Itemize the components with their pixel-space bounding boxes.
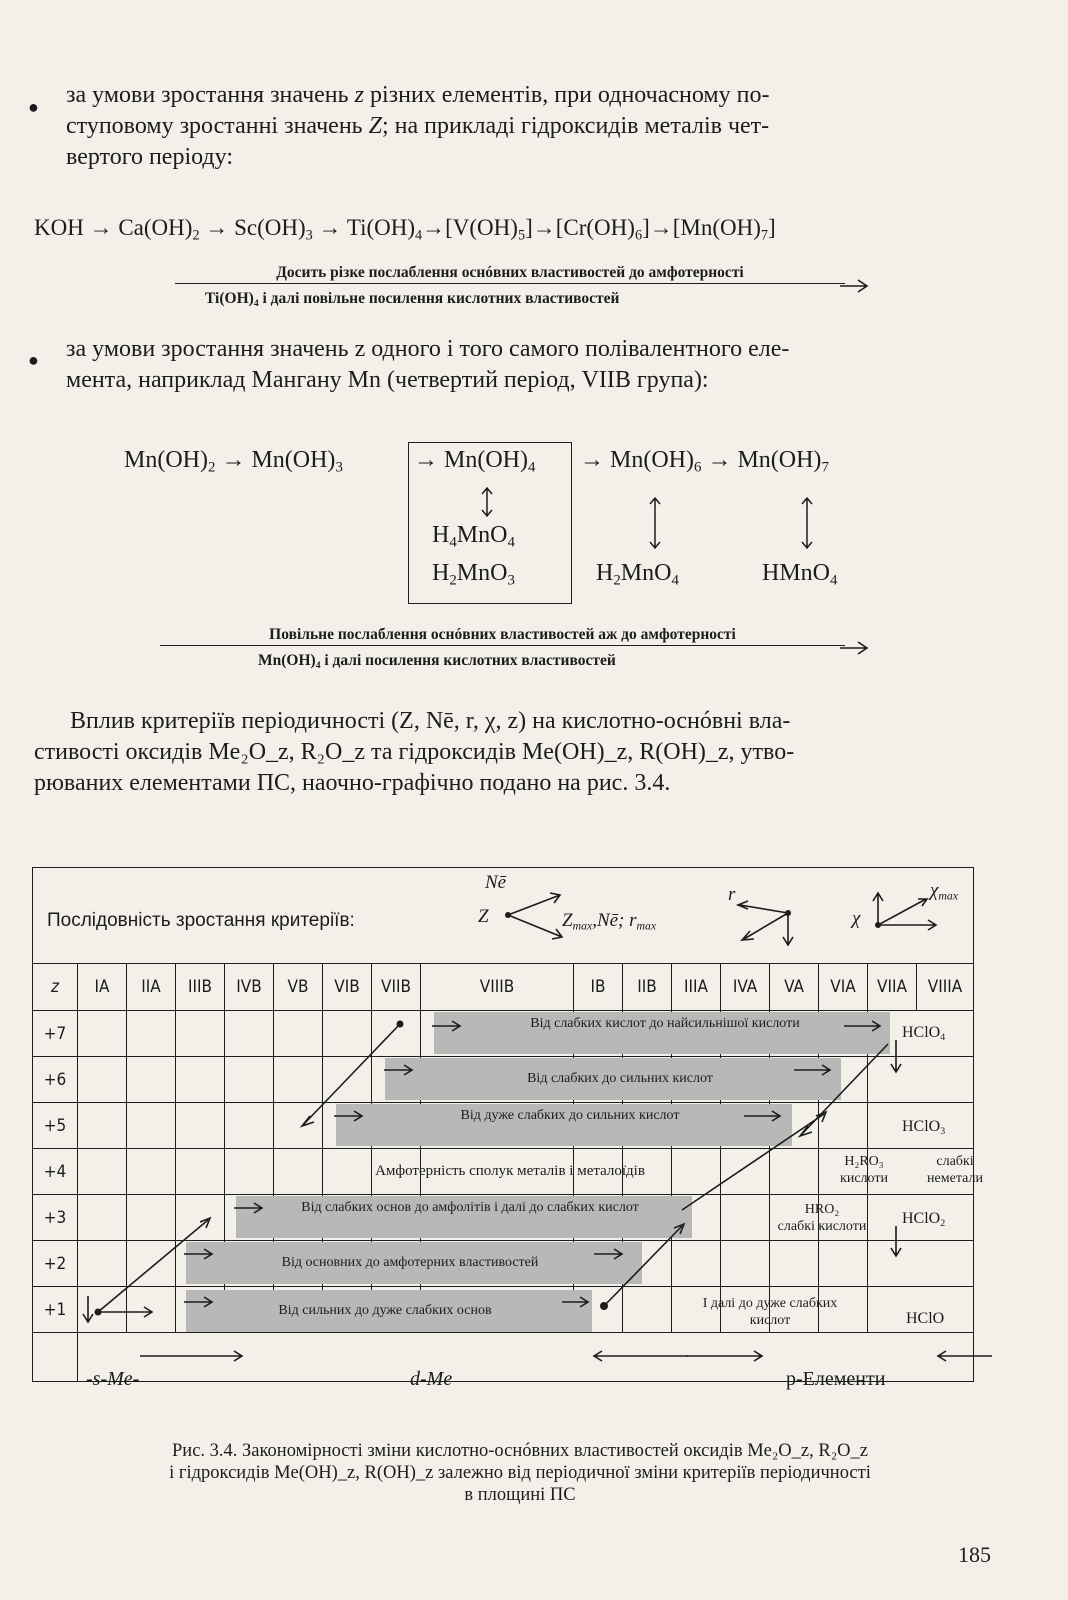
- band-row6-label: Від слабких до сильних кислот: [527, 1071, 713, 1086]
- paragraph-influence: Вплив критеріїв періодичності (Z, Nē, r, χ, z) на кислотно-оснóвні вла- стивості оксидів Me₂O_z, R₂O_z та гідроксидів Me(OH)_z, R(OH)_z, утво- рюваних елементами ПС, наочно-графічно подано на рис. 3.4.: [34, 708, 795, 796]
- mn4: → $Mn(OH)_4$: [414, 447, 536, 476]
- bullet-dot: ●: [28, 350, 39, 370]
- figure-table: Послідовність зростання критеріїв: z IA IIA IIIB IVB VB VIB VIIB VIIIB IB IIB IIIA IVA VA VIA VIIA VIIIA +7 +6 +5 +4 +3 +2 +1: [32, 867, 974, 1382]
- criteria-zmax: $Z_{max},Nē$; $r_{max}$: [562, 910, 657, 933]
- band-row7-label: Від слабких кислот до найсильнішої кислоти: [530, 1016, 800, 1031]
- weak-nonmetals-label: слабкі неметали: [927, 1154, 983, 1186]
- band-row4-label: Амфотерність сполук металів і металоїдів: [375, 1163, 645, 1179]
- page-number: 185: [958, 1542, 991, 1567]
- s-me-label: -s-Me-: [86, 1368, 140, 1390]
- figure-caption: Рис. 3.4. Закономірності зміни кислотно-оснóвних властивостей оксидів Me₂O_z, R₂O_z і гідроксидів Me(OH)_z, R(OH)_z залежно від періодичної зміни критеріїв періодичності в площині ПС: [169, 1441, 871, 1505]
- criteria-chimax: $\chi_{max}$: [930, 880, 958, 903]
- further-label: І далі до дуже слабких кислот: [702, 1296, 838, 1328]
- bullet-text-1: за умови зростання значень z різних елементів, при одночасному по- ступовому зростанні значень Z; на прикладі гідроксидів металів чет- вертого періоду:: [66, 82, 770, 170]
- hclo3-label: HClO$_3$: [902, 1118, 946, 1137]
- band-row2-label: Від основних до амфотерних властивостей: [281, 1255, 539, 1270]
- criteria-r: r: [728, 884, 736, 905]
- double-arrow-icon: [648, 496, 662, 550]
- trend-arrows: [32, 1000, 1002, 1380]
- hro2-label: HRO₂ слабкі кислоти: [777, 1202, 867, 1234]
- hclo4-label: HClO$_4$: [902, 1024, 946, 1043]
- hclo-label: HClO: [906, 1310, 945, 1327]
- double-arrow-icon: [800, 496, 814, 550]
- equation1-arrow: [840, 279, 870, 293]
- bullet-dot: ●: [28, 97, 39, 117]
- band-row5-label: Від дуже слабких до сильних кислот: [460, 1108, 680, 1123]
- h4mno4: $H_4MnO_4$: [432, 522, 515, 551]
- figure-header: Послідовність зростання критеріїв:: [33, 868, 974, 964]
- bullet-text-2: за умови зростання значень z одного і того самого полівалентного еле- мента, наприклад Мангану Mn (четвертий період, VIIB група):: [66, 336, 790, 393]
- d-me-label: d-Me: [410, 1368, 453, 1390]
- hmno4: HMnO$_4$: [762, 560, 838, 589]
- mn-row: $Mn(OH)_2 \to Mn(OH)_3$: [124, 447, 343, 476]
- criteria-chi: χ: [852, 908, 861, 929]
- equation-hydroxides: KOH → $Ca(OH)_2 \to Sc(OH)_3 \to Ti(OH)_4\to[V(OH)_5]\to[Cr(OH)_6]\to[Mn(OH)_7]$: [34, 215, 776, 244]
- equation1-note-bottom: $Ti(OH)_4$ і далі повільне посилення кислотних властивостей: [205, 290, 620, 309]
- equation2-note-top: Повільне послаблення оснóвних властивостей аж до амфотерності: [160, 626, 845, 646]
- equation2-arrow: [840, 641, 870, 655]
- equation1-note-top: Досить різке послаблення оснóвних властивостей до амфотерності: [175, 264, 845, 284]
- h2mno3: $H_2MnO_3$: [432, 560, 515, 589]
- mn6-mn7: → $Mn(OH)_6 \to Mn(OH)_7$: [580, 447, 829, 476]
- criteria-ne: Nē: [485, 872, 507, 893]
- hclo2-label: HClO$_2$: [902, 1210, 946, 1229]
- h2mno4: $H_2MnO_4$: [596, 560, 679, 589]
- criteria-z: Z: [478, 906, 489, 927]
- band-row1-label: Від сильних до дуже слабких основ: [278, 1303, 492, 1318]
- p-elements-label: p-Елементи: [786, 1368, 886, 1390]
- band-row3-label: Від слабких основ до амфолітів і далі до слабких кислот: [301, 1200, 639, 1215]
- h2ro3-label: H₂RO₃ кислоти: [840, 1154, 888, 1186]
- equation2-note-bottom: $Mn(OH)_4$ і далі посилення кислотних властивостей: [258, 652, 616, 671]
- double-arrow-icon: [480, 486, 494, 518]
